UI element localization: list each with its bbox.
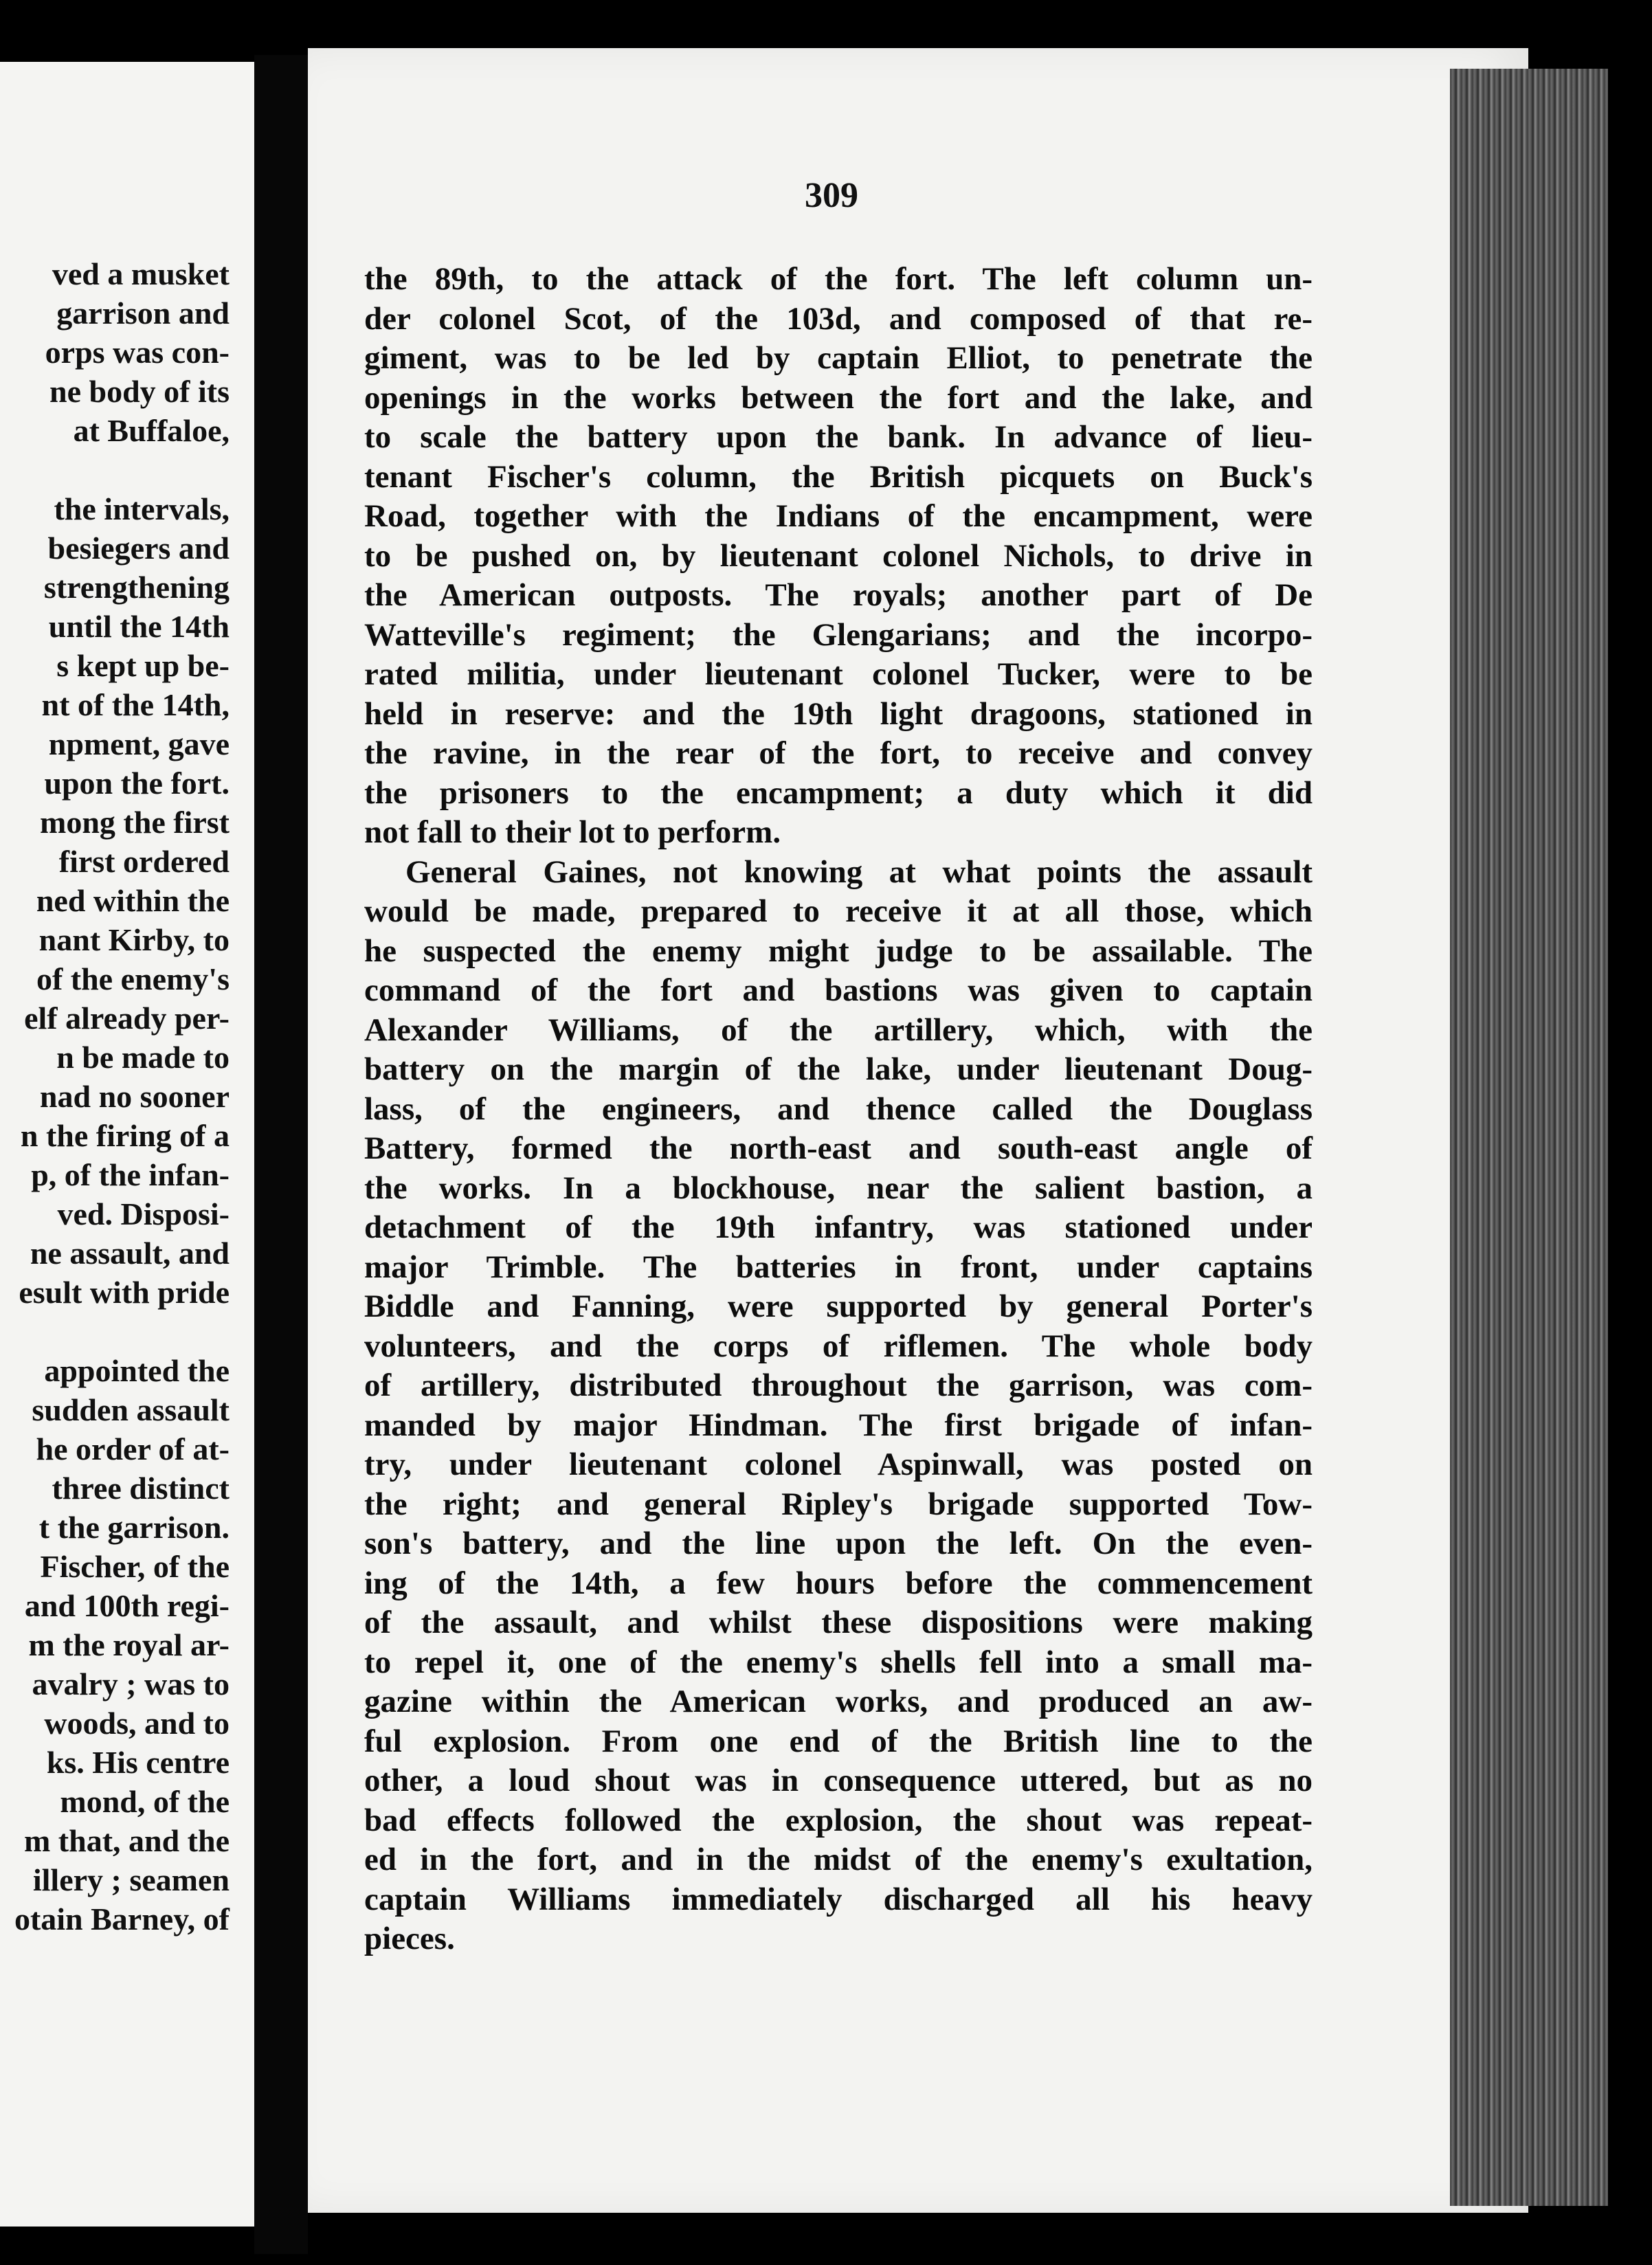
left-page-line: orps was con-	[45, 335, 230, 370]
left-page-line: Fischer, of the	[40, 1549, 230, 1584]
text-line: General Gaines, not knowing at what points the assault	[405, 853, 1313, 890]
left-page-line: the intervals,	[54, 491, 230, 526]
left-page-line: garrison and	[56, 295, 230, 331]
paragraph-1	[364, 260, 1313, 853]
left-page-line: first ordered	[58, 844, 230, 879]
left-page-line: he order of at-	[36, 1431, 230, 1466]
text-line: the 89th, to the attack of the fort. The left column un-	[364, 261, 1313, 297]
text-line: lass, of the engineers, and thence called the Douglass	[364, 1091, 1313, 1127]
left-page-line: npment, gave	[48, 726, 230, 761]
left-page-text	[14, 254, 230, 1939]
left-page-line: n the firing of a	[20, 1118, 230, 1153]
left-page	[0, 62, 254, 2227]
left-page-line: besiegers and	[47, 531, 230, 566]
text-line: to repel it, one of the enemy's shells fell into a small ma-	[364, 1644, 1313, 1680]
text-line: tenant Fischer's column, the British picquets on Buck's	[364, 458, 1313, 495]
text-line: he suspected the enemy might judge to be assailable. The	[364, 933, 1313, 969]
body-text	[364, 260, 1313, 1959]
text-line: volunteers, and the corps of riflemen. The whole body	[364, 1328, 1313, 1364]
text-line: of artillery, distributed throughout the garrison, was com-	[364, 1368, 1313, 1403]
book-gutter	[254, 55, 308, 2254]
left-page-line: ne assault, and	[30, 1236, 230, 1271]
left-page-line: woods, and to	[44, 1706, 230, 1741]
left-page-line: ne body of its	[49, 374, 230, 409]
left-page-line: n be made to	[56, 1040, 230, 1075]
text-line: the works. In a blockhouse, near the salient bastion, a	[364, 1170, 1313, 1206]
text-line: the American outposts. The royals; another part of De	[364, 577, 1313, 613]
left-page-line: avalry ; was to	[32, 1666, 230, 1701]
left-page-line: and 100th regi-	[24, 1588, 230, 1623]
text-line: would be made, prepared to receive it at all those, which	[364, 893, 1313, 929]
text-line: ful explosion. From one end of the British line to the	[364, 1723, 1313, 1759]
text-line: Watteville's regiment; the Glengarians; and the incorpo-	[364, 616, 1313, 653]
left-page-line: nt of the 14th,	[41, 687, 230, 722]
text-line: son's battery, and the line upon the left. On the even-	[364, 1526, 1313, 1561]
left-page-line: ved a musket	[52, 256, 230, 291]
text-line: to be pushed on, by lieutenant colonel Nichols, to drive in	[364, 537, 1313, 574]
left-page-line: nad no sooner	[39, 1079, 230, 1114]
left-page-line: illery ; seamen	[32, 1862, 230, 1897]
text-line: detachment of the 19th infantry, was stationed under	[364, 1209, 1313, 1245]
text-line: giment, was to be led by captain Elliot, to penetrate the	[364, 340, 1313, 376]
text-line: bad effects followed the explosion, the shout was repeat-	[364, 1802, 1313, 1838]
text-line: openings in the works between the fort and the lake, and	[364, 379, 1313, 416]
text-line: other, a loud shout was in consequence uttered, but as no	[364, 1763, 1313, 1798]
text-line: command of the fort and bastions was given to captain	[364, 972, 1313, 1008]
text-line: the prisoners to the encampment; a duty which it did	[364, 774, 1313, 811]
text-line: pieces.	[364, 1921, 455, 1956]
text-line: of the assault, and whilst these dispositions were making	[364, 1605, 1313, 1640]
text-line: major Trimble. The batteries in front, under captains	[364, 1249, 1313, 1285]
text-line: to scale the battery upon the bank. In advance of lieu-	[364, 419, 1313, 455]
text-line: the ravine, in the rear of the fort, to receive and convey	[364, 735, 1313, 771]
left-page-line: strengthening	[43, 570, 230, 605]
text-line: battery on the margin of the lake, under lieutenant Doug-	[364, 1051, 1313, 1087]
left-page-line: appointed the	[44, 1353, 230, 1388]
left-page-line: at Buffaloe,	[73, 413, 230, 448]
left-page-line: mong the first	[40, 805, 230, 840]
text-line: gazine within the American works, and produced an aw-	[364, 1684, 1313, 1719]
left-page-line: ks. His centre	[46, 1745, 230, 1780]
left-page-line: esult with pride	[19, 1275, 230, 1310]
left-page-line: of the enemy's	[36, 961, 230, 996]
left-page-line	[14, 1312, 230, 1351]
text-line: held in reserve: and the 19th light dragoons, stationed in	[364, 695, 1313, 732]
text-line: Battery, formed the north-east and south-east angle of	[364, 1130, 1313, 1166]
left-page-line: s kept up be-	[56, 648, 230, 683]
text-line: der colonel Scot, of the 103d, and composed of that re-	[364, 300, 1313, 337]
left-page-line: nant Kirby, to	[38, 922, 230, 957]
text-line: Road, together with the Indians of the encampment, were	[364, 498, 1313, 534]
text-line: Biddle and Fanning, were supported by general Porter's	[364, 1288, 1313, 1324]
text-line: the right; and general Ripley's brigade supported Tow-	[364, 1486, 1313, 1522]
text-line: not fall to their lot to perform.	[364, 814, 781, 850]
left-page-line: ved. Disposi-	[57, 1196, 230, 1231]
left-page-line	[14, 450, 230, 489]
left-page-line: p, of the infan-	[31, 1157, 230, 1192]
left-page-line: three distinct	[52, 1471, 230, 1506]
text-line: ed in the fort, and in the midst of the enemy's exultation,	[364, 1842, 1313, 1877]
text-line: rated militia, under lieutenant colonel Tucker, were to be	[364, 656, 1313, 692]
text-line: Alexander Williams, of the artillery, which, with the	[364, 1012, 1313, 1048]
left-page-line: upon the fort.	[44, 766, 230, 801]
left-page-line: m that, and the	[23, 1823, 230, 1858]
page-edges	[1450, 69, 1608, 2206]
left-page-line: elf already per-	[24, 1001, 230, 1036]
left-page-line: until the 14th	[48, 609, 230, 644]
text-line: ing of the 14th, a few hours before the commencement	[364, 1565, 1313, 1601]
text-line: captain Williams immediately discharged all his heavy	[364, 1881, 1313, 1917]
left-page-line: t the garrison.	[38, 1510, 230, 1545]
paragraph-2	[364, 853, 1313, 1959]
left-page-line: otain Barney, of	[14, 1901, 230, 1937]
text-line: try, under lieutenant colonel Aspinwall, was posted on	[364, 1447, 1313, 1482]
left-page-line: m the royal ar-	[28, 1627, 230, 1662]
page-number: 309	[805, 176, 858, 215]
text-line: manded by major Hindman. The first brigade of infan-	[364, 1407, 1313, 1443]
left-page-line: sudden assault	[32, 1392, 230, 1427]
left-page-line: ned within the	[36, 883, 230, 918]
left-page-line: mond, of the	[60, 1784, 230, 1819]
